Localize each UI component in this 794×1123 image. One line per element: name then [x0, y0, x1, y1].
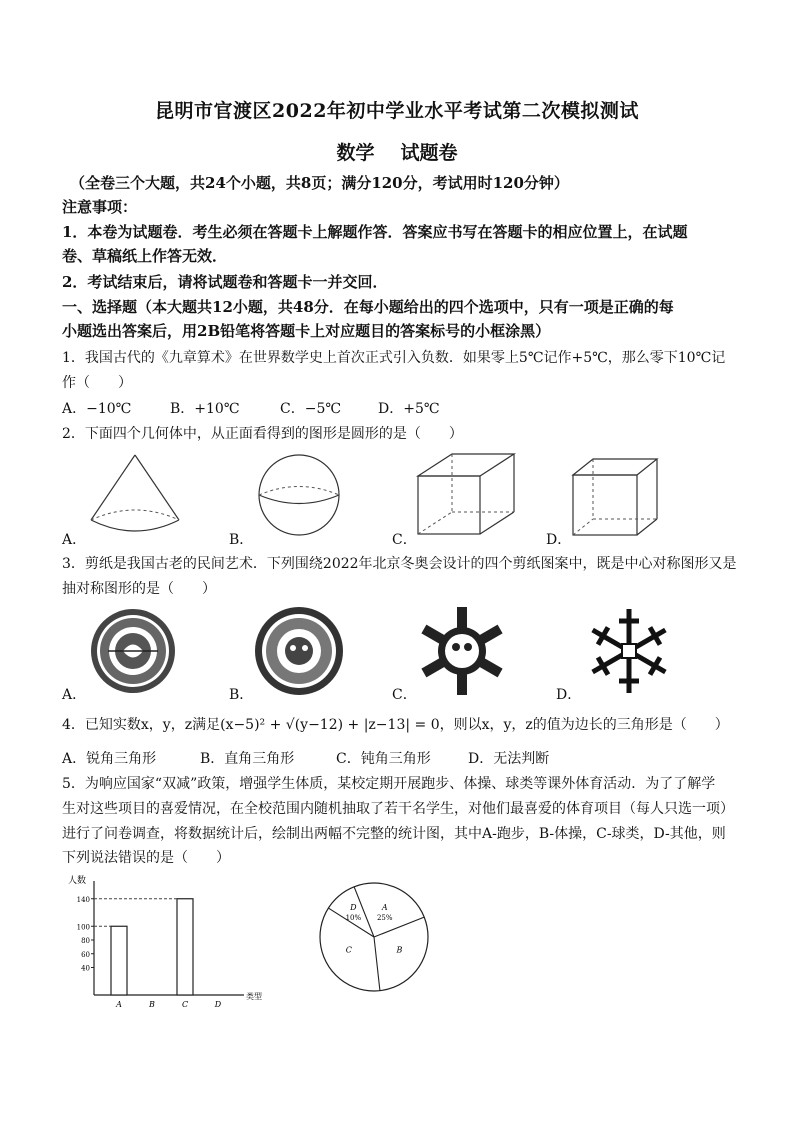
x-tick-label: D — [214, 1000, 222, 1009]
y-tick-label: 40 — [81, 964, 90, 973]
q1-option-a[interactable]: A．−10℃ — [62, 401, 132, 417]
notice-1-line-2: 卷、草稿纸上作答无效． — [62, 247, 228, 265]
pie-label-b: B — [396, 945, 403, 955]
q1-stem-line-1: 1．我国古代的《九章算术》在世界数学史上首次正式引入负数．如果零上5℃记作+5℃，那么零下10℃记 — [62, 350, 726, 366]
y-tick-label: 140 — [76, 895, 90, 904]
section-1-heading-line-1: 一、选择题（本大题共12小题，共48分．在每小题给出的四个选项中，只有一项是正确的每 — [62, 298, 674, 316]
papercut-pattern-d — [582, 604, 677, 699]
paper-label: 试题卷 — [400, 142, 458, 164]
cone-figure — [85, 450, 185, 540]
pie-chart — [310, 875, 440, 995]
q5-stem-line-4: 下列说法错误的是（ ） — [62, 850, 230, 866]
q2-option-b[interactable]: B． — [229, 532, 254, 548]
q2-option-a[interactable]: A． — [62, 532, 87, 548]
q3-stem-line-2: 抽对称图形的是（ ） — [62, 581, 216, 597]
exam-title: 昆明市官渡区2022年初中学业水平考试第二次模拟测试 — [155, 100, 639, 122]
bar-C — [177, 899, 193, 995]
q3-option-a[interactable]: A． — [62, 687, 87, 703]
bar-A — [111, 926, 127, 995]
q1-option-c[interactable]: C．−5℃ — [280, 401, 342, 417]
x-tick-label: C — [181, 1000, 189, 1009]
papercut-pattern-b — [252, 604, 347, 699]
x-axis-label: 类型 — [246, 992, 262, 1001]
q3-option-d[interactable]: D． — [556, 687, 582, 703]
subject-label: 数学 — [336, 142, 375, 164]
q4-option-b[interactable]: B．直角三角形 — [200, 751, 295, 767]
exam-info: （全卷三个大题，共24个小题，共8页；满分120分，考试用时120分钟） — [70, 174, 569, 192]
triangular-prism-figure — [412, 450, 522, 540]
q5-stem-line-2: 生对这些项目的喜爱情况，在全校范围内随机抽取了若干名学生，对他们最喜爱的体育项目（每人只选一项） — [62, 801, 734, 817]
pie-value-a: 25% — [376, 914, 393, 923]
q4-option-a[interactable]: A．锐角三角形 — [62, 751, 157, 767]
exam-subtitle — [0, 138, 794, 165]
q5-stem-line-1: 5．为响应国家“双减”政策，增强学生体质，某校定期开展跑步、体操、球类等课外体育活动．为了了解学 — [62, 776, 716, 792]
pie-label-a: A — [381, 903, 388, 913]
notice-2: 2．考试结束后，请将试题卷和答题卡一并交回． — [62, 273, 388, 291]
papercut-pattern-a — [88, 606, 178, 696]
q2-stem: 2．下面四个几何体中，从正面看得到的图形是圆形的是（ ） — [62, 426, 463, 442]
x-tick-label: A — [116, 1000, 122, 1009]
q4-option-d[interactable]: D．无法判断 — [468, 751, 550, 767]
y-axis-label: 人数 — [68, 876, 87, 886]
bar-chart — [64, 870, 264, 1010]
q2-option-c[interactable]: C． — [392, 532, 417, 548]
papercut-pattern-c — [412, 604, 512, 699]
q4-stem: 4．已知实数x，y，z满足(x−5)² + √(y−12) + |z−13| = 0，则以x，y，z的值为边长的三角形是（ ） — [62, 717, 729, 733]
q4-option-c[interactable]: C．钝角三角形 — [336, 751, 431, 767]
pie-label-d: D — [350, 903, 357, 913]
q1-option-d[interactable]: D．+5℃ — [378, 401, 440, 417]
q5-stem-line-3: 进行了问卷调查，将数据统计后，绘制出两幅不完整的统计图，其中A-跑步，B-体操，C-球类，D-其他，则 — [62, 826, 726, 842]
q2-option-d[interactable]: D． — [546, 532, 572, 548]
sphere-figure — [254, 450, 344, 540]
section-1-heading-line-2: 小题选出答案后，用2B铅笔将答题卡上对应题目的答案标号的小框涂黑） — [62, 322, 551, 340]
cube-figure — [568, 455, 663, 540]
y-tick-label: 100 — [76, 923, 90, 932]
notice-title: 注意事项： — [62, 198, 138, 216]
q1-stem-line-2: 作（ ） — [62, 375, 132, 391]
q3-stem-line-1: 3．剪纸是我国古老的民间艺术．下列围绕2022年北京冬奥会设计的四个剪纸图案中，既是中心对称图形又是 — [62, 556, 737, 572]
q3-option-b[interactable]: B． — [229, 687, 254, 703]
x-tick-label: B — [149, 1000, 155, 1009]
y-tick-label: 80 — [81, 937, 90, 945]
q1-option-b[interactable]: B．+10℃ — [170, 401, 240, 417]
pie-label-c: C — [345, 945, 352, 955]
y-tick-label: 60 — [81, 950, 90, 959]
notice-1-line-1: 1．本卷为试题卷．考生必须在答题卡上解题作答．答案应书写在答题卡的相应位置上，在试题 — [62, 223, 688, 241]
q3-option-c[interactable]: C． — [392, 687, 417, 703]
pie-value-d: 10% — [345, 914, 362, 923]
